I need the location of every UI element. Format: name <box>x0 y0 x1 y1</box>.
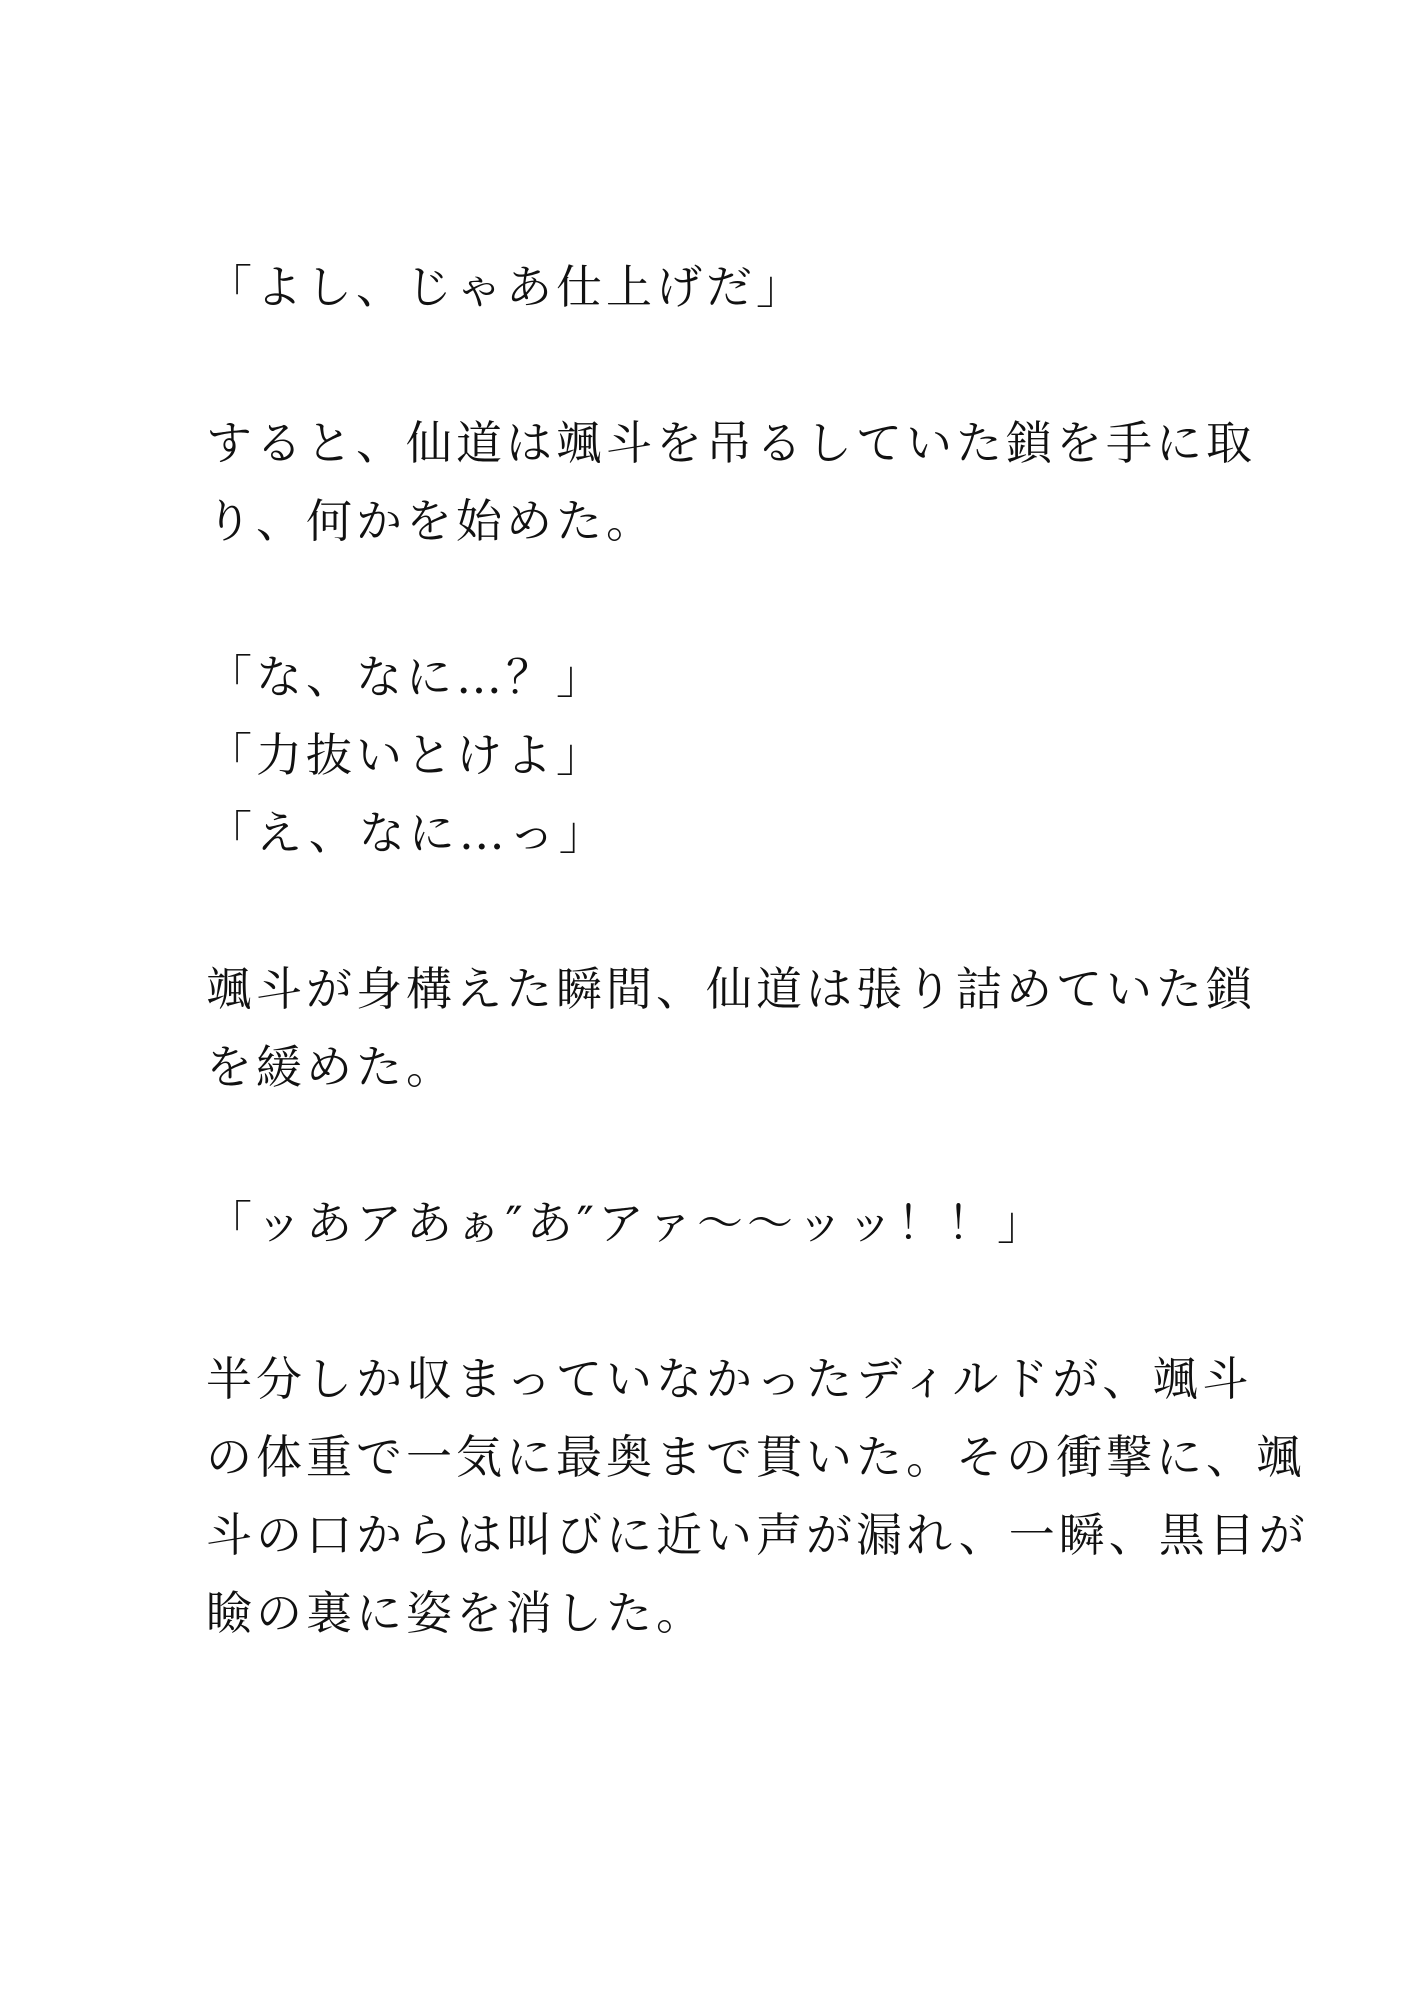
text-line: 「よし、じゃあ仕上げだ」 <box>206 260 806 314</box>
text-line: 「な、なに…？」 <box>206 650 606 704</box>
text-line: 半分しか収まっていなかったディルドが、颯斗 <box>206 1352 1253 1406</box>
text-line: 颯斗が身構えた瞬間、仙道は張り詰めていた鎖 <box>206 962 1256 1016</box>
blank-line <box>206 560 1226 638</box>
text-line: 「ッあアあぁ″あ″アァ〜〜ッッ！！」 <box>206 1196 1047 1250</box>
text-line: を緩めた。 <box>206 1040 456 1094</box>
blank-line <box>206 1106 1226 1184</box>
text-line: 「力抜いとけよ」 <box>206 728 606 782</box>
story-text <box>206 248 1309 1652</box>
text-line: すると、仙道は颯斗を吊るしていた鎖を手に取 <box>206 416 1256 470</box>
text-line: り、何かを始めた。 <box>206 494 656 548</box>
blank-line <box>206 872 1226 950</box>
text-line: 瞼の裏に姿を消した。 <box>206 1586 706 1640</box>
text-line: 斗の口からは叫びに近い声が漏れ、一瞬、黒目が <box>206 1508 1309 1562</box>
blank-line <box>206 1262 1226 1340</box>
text-line: の体重で一気に最奥まで貫いた。その衝撃に、颯 <box>206 1430 1306 1484</box>
text-line: 「え、なに…っ」 <box>206 806 609 860</box>
blank-line <box>206 326 1226 404</box>
